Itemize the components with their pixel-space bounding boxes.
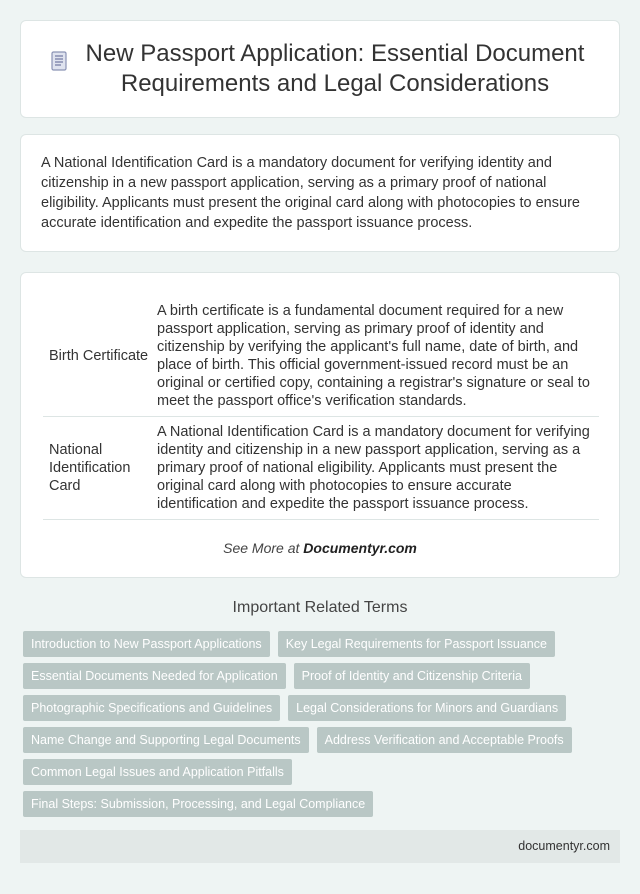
tag-row — [20, 791, 620, 817]
intro-text: A National Identification Card is a mandatory document for verifying identity and citizenship in a new passport application, serving as a primary proof of national eligibility. Applicants must present the original card along with photocopies to ensure accurate identification and expedite the passport issuance process. — [41, 155, 580, 231]
related-tag[interactable]: Proof of Identity and Citizenship Criteria — [294, 663, 530, 689]
related-tag[interactable]: Legal Considerations for Minors and Guardians — [288, 695, 566, 721]
related-terms-title: Important Related Terms — [232, 599, 408, 616]
title-card — [20, 20, 620, 118]
related-tag[interactable]: Address Verification and Acceptable Proofs — [317, 727, 572, 753]
page-title: New Passport Application: Essential Document Requirements and Legal Considerations — [85, 40, 585, 97]
intro-card — [20, 134, 620, 252]
tag-row — [20, 631, 620, 657]
related-tags — [20, 631, 620, 823]
tag-row — [20, 727, 620, 753]
tag-row — [20, 759, 620, 785]
related-tag[interactable]: Key Legal Requirements for Passport Issuance — [278, 631, 555, 657]
related-tag[interactable]: Introduction to New Passport Applications — [23, 631, 270, 657]
tag-row — [20, 695, 620, 721]
table-row — [43, 417, 599, 520]
footer-site-link[interactable]: documentyr.com — [518, 839, 610, 853]
table-row — [43, 296, 599, 417]
related-tag[interactable]: Final Steps: Submission, Processing, and Legal Compliance — [23, 791, 373, 817]
documents-table — [43, 296, 599, 520]
documents-card — [20, 272, 620, 578]
document-description: A National Identification Card is a mandatory document for verifying identity and citizenship in a new passport application, serving as a primary proof of national eligibility. Applicants must present the original card along with photocopies to ensure accurate identification and expedite the passport issuance process. — [153, 417, 599, 520]
document-term: National Identification Card — [43, 417, 153, 520]
related-tag[interactable]: Photographic Specifications and Guidelines — [23, 695, 280, 721]
footer — [20, 830, 620, 863]
see-more-link[interactable] — [21, 540, 619, 556]
related-tag[interactable]: Common Legal Issues and Application Pitfalls — [23, 759, 292, 785]
see-more-prefix: See More at — [223, 540, 300, 556]
document-term: Birth Certificate — [43, 296, 153, 417]
document-description: A birth certificate is a fundamental document required for a new passport application, serving as primary proof of identity and citizenship by verifying the applicant's full name, date of birth, and place of birth. This official government-issued record must be an original or certified copy, containing a registrar's signature or seal to meet the passport office's verification standards. — [153, 296, 599, 417]
related-tag[interactable]: Essential Documents Needed for Application — [23, 663, 286, 689]
see-more-site[interactable]: Documentyr.com — [303, 540, 417, 556]
related-tag[interactable]: Name Change and Supporting Legal Documents — [23, 727, 309, 753]
tag-row — [20, 663, 620, 689]
